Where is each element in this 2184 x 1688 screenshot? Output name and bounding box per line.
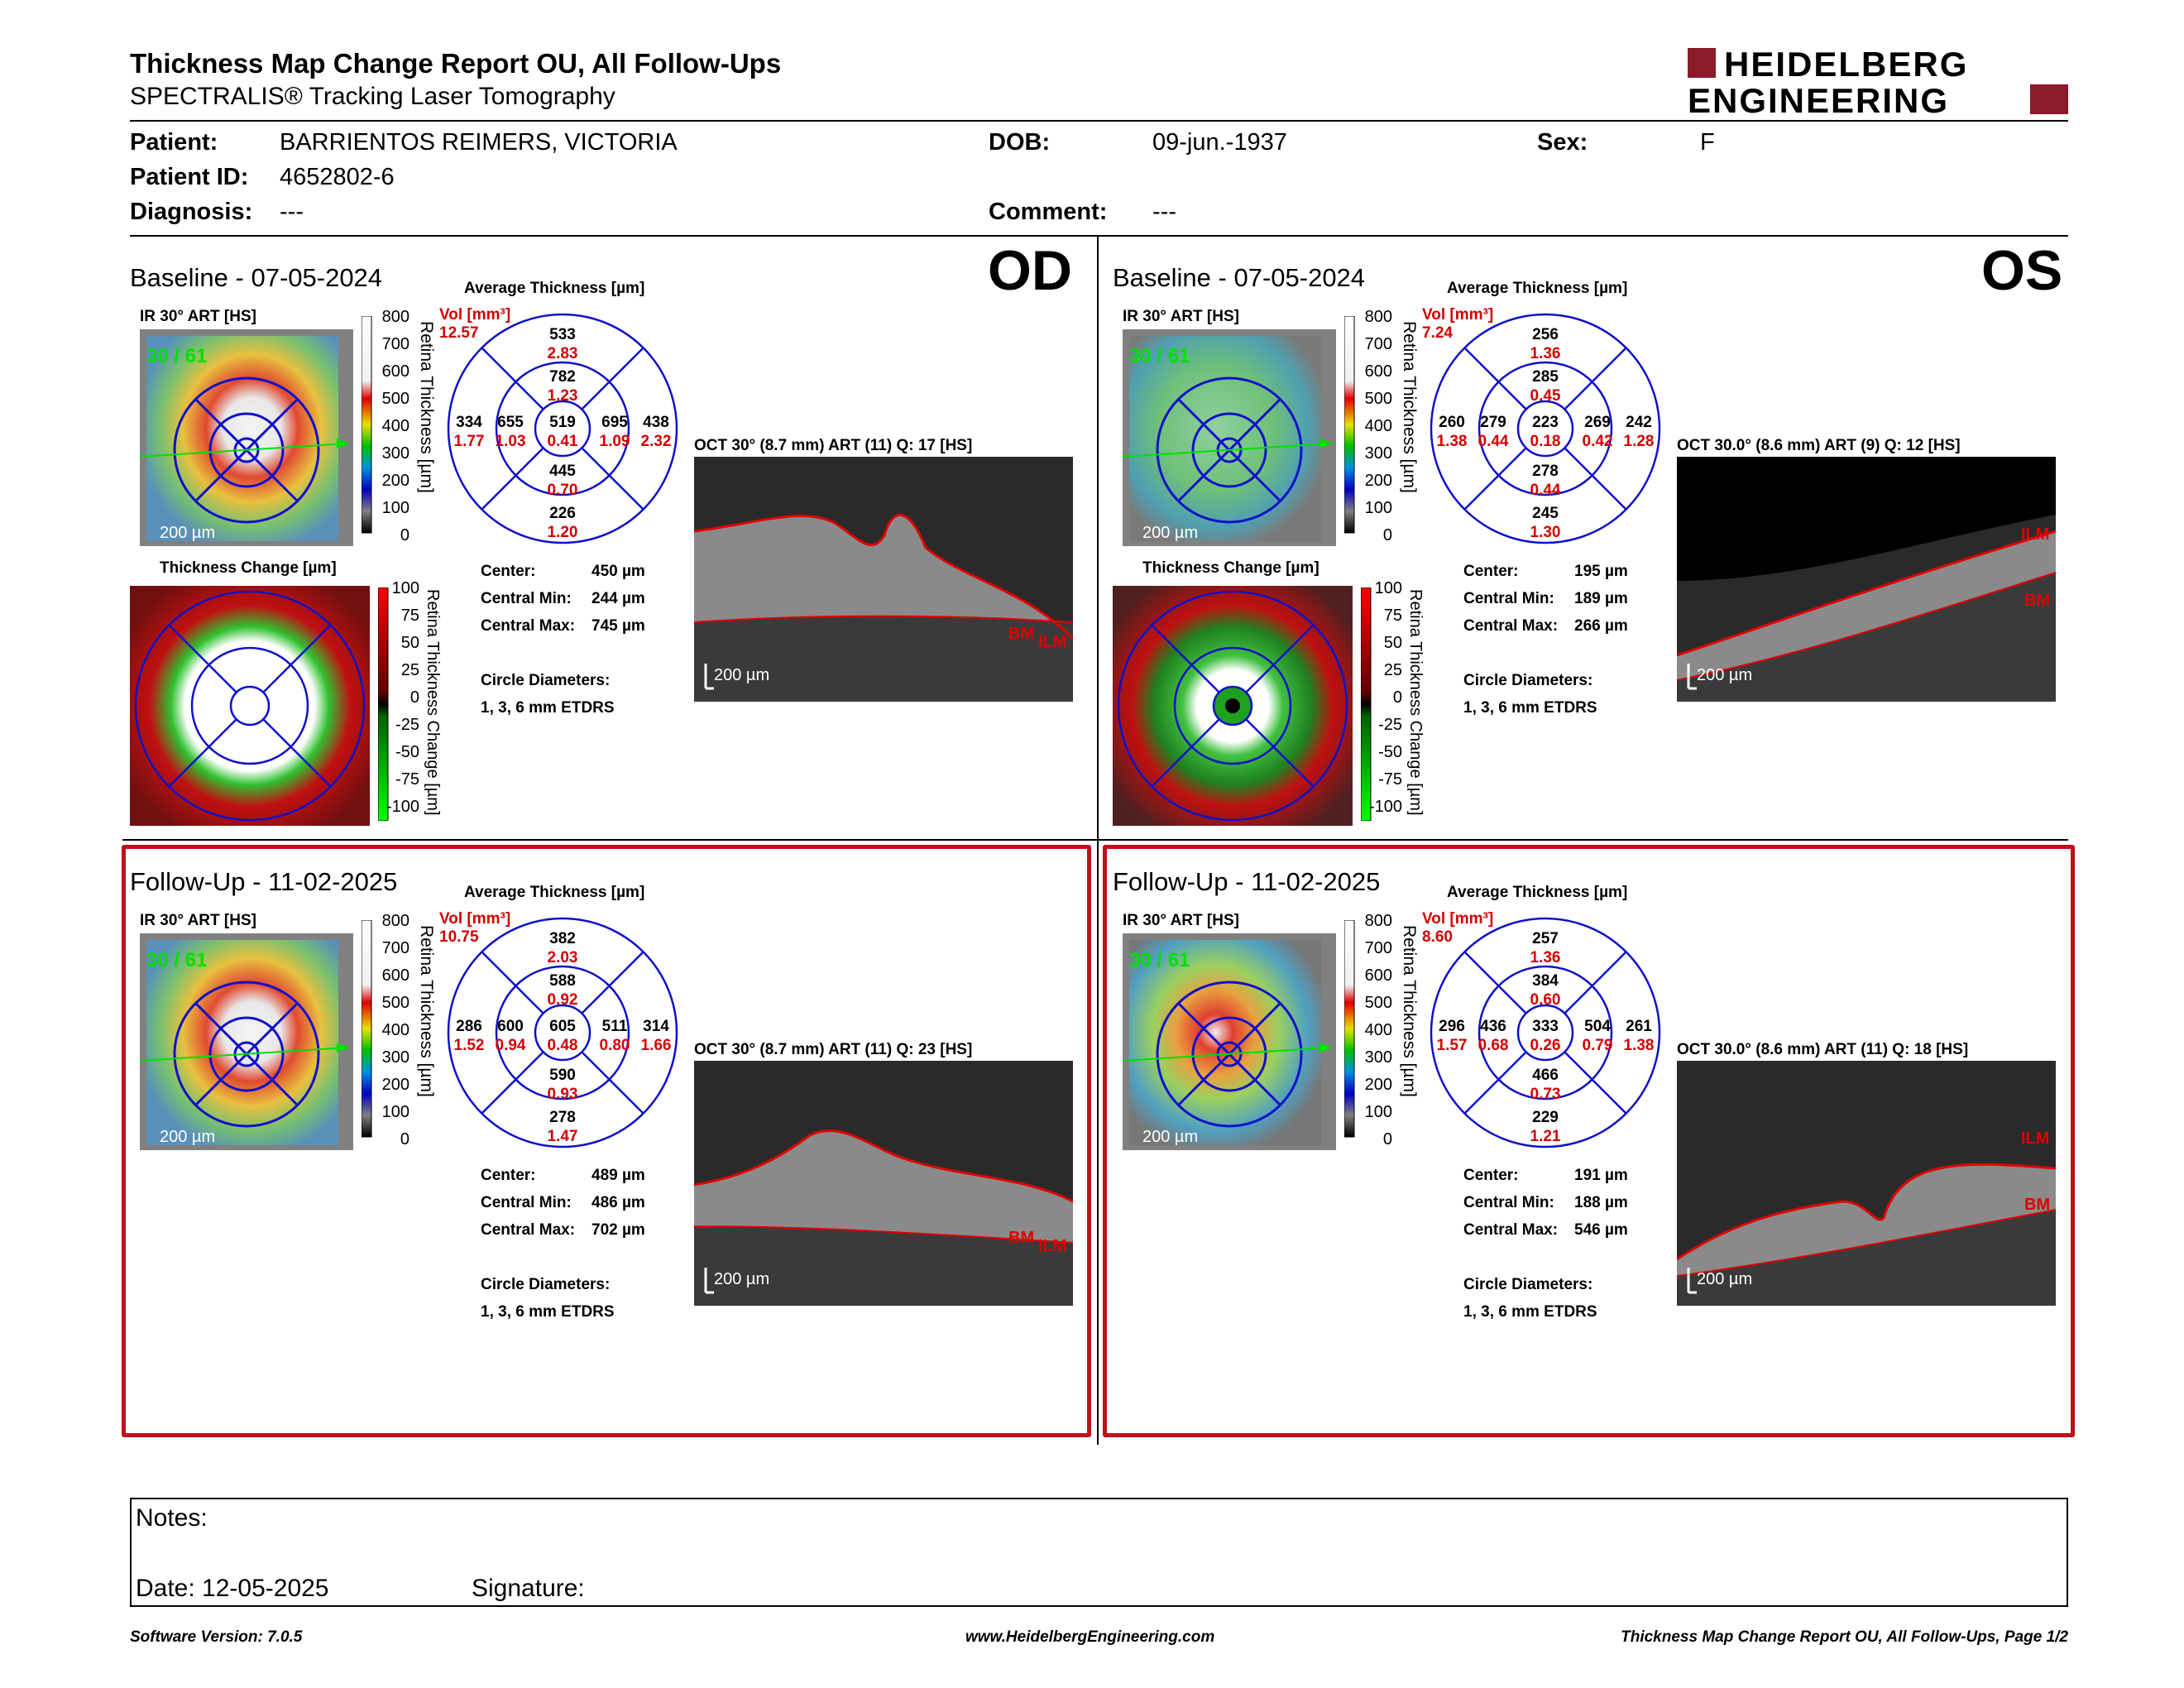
panel-title: Follow-Up - 11-02-2025: [130, 867, 398, 896]
fundus-thickness-map[interactable]: [1123, 933, 1336, 1150]
stat-value-central-min: 189 µm: [1574, 590, 1628, 607]
etdrs-volume-outer-inf: 1.20: [547, 524, 578, 541]
etdrs-volume-outer-nasal: 1.66: [640, 1037, 672, 1054]
fundus-thickness-map[interactable]: [1123, 329, 1336, 546]
ir-label: IR 30° ART [HS]: [140, 912, 256, 929]
colorbar-tick: 100: [1364, 499, 1392, 517]
section-rule: [122, 839, 2068, 841]
etdrs-grid: [1425, 309, 1665, 549]
etdrs-volume-outer-sup: 2.83: [547, 345, 578, 362]
fundus-scale-label: 200 µm: [160, 1128, 216, 1146]
oct-bscan[interactable]: [694, 457, 1073, 702]
etdrs-thickness-inner-nasal: 511: [601, 1018, 628, 1035]
vol-total: 10.75: [439, 928, 479, 946]
etdrs-thickness-outer-sup: 382: [549, 930, 576, 947]
change-colorbar-tick: -100: [386, 798, 419, 816]
etdrs-thickness-outer-sup: 257: [1532, 930, 1559, 947]
etdrs-thickness-outer-temp: 286: [456, 1018, 482, 1035]
colorbar-tick: 800: [1364, 912, 1392, 930]
etdrs-volume-inner-sup: 1.23: [547, 387, 578, 405]
stat-value-central-max: 266 µm: [1574, 617, 1628, 635]
circle-diameters-label: Circle Diameters:: [481, 672, 611, 689]
dob-label: DOB:: [989, 129, 1051, 156]
change-colorbar-title: Retina Thickness Change [µm]: [1406, 589, 1425, 816]
change-colorbar-tick: -100: [1368, 798, 1402, 816]
art-count: 30 / 61: [1129, 949, 1190, 971]
vol-label: Vol [mm³]: [1422, 910, 1494, 928]
etdrs-thickness-center: 223: [1532, 414, 1559, 431]
oct-label: OCT 30° (8.7 mm) ART (11) Q: 23 [HS]: [694, 1041, 973, 1058]
bm-label: BM: [2024, 592, 2051, 610]
report-title: Thickness Map Change Report OU, All Follow-Ups: [130, 48, 782, 79]
stat-value-center: 450 µm: [592, 563, 645, 580]
stat-value-center: 195 µm: [1574, 563, 1628, 580]
colorbar-tick: 600: [381, 966, 410, 985]
oct-scale-label: 200 µm: [714, 1270, 770, 1288]
fundus-scale-label: 200 µm: [1142, 1128, 1199, 1146]
oct-bscan[interactable]: [694, 1061, 1073, 1306]
change-colorbar-tick: 75: [1383, 607, 1402, 625]
change-colorbar-tick: 75: [400, 607, 419, 625]
logo-text-1: HEIDELBERG: [1724, 46, 1969, 84]
fundus-thickness-map[interactable]: [140, 933, 353, 1150]
etdrs-thickness-center: 333: [1532, 1018, 1559, 1035]
avg-thickness-label: Average Thickness [µm]: [1447, 884, 1628, 901]
footer-software: Software Version: 7.0.5: [130, 1628, 303, 1646]
change-colorbar-tick: 0: [1392, 688, 1402, 707]
etdrs-thickness-inner-inf: 466: [1532, 1067, 1559, 1084]
colorbar-title: Retina Thickness [µm]: [1400, 321, 1419, 493]
stat-value-central-min: 486 µm: [592, 1194, 645, 1211]
etdrs-thickness-inner-inf: 590: [549, 1067, 576, 1084]
stat-label-central-min: Central Min:: [1463, 1194, 1554, 1211]
notes-date: Date: 12-05-2025: [136, 1575, 329, 1602]
colorbar-tick: 600: [1364, 966, 1392, 985]
fundus-scale-label: 200 µm: [1142, 524, 1199, 542]
colorbar-tick: 400: [1364, 1021, 1392, 1039]
colorbar-tick: 500: [381, 994, 410, 1012]
colorbar-tick: 500: [1364, 994, 1392, 1012]
logo-text-2: ENGINEERING: [1688, 81, 1950, 116]
art-count: 30 / 61: [146, 949, 208, 971]
stat-value-central-max: 702 µm: [592, 1221, 645, 1239]
circle-diameters-value: 1, 3, 6 mm ETDRS: [1463, 699, 1597, 717]
etdrs-volume-outer-temp: 1.57: [1436, 1037, 1468, 1054]
etdrs-volume-center: 0.41: [547, 433, 578, 450]
oct-bscan[interactable]: [1677, 457, 2056, 702]
etdrs-thickness-inner-nasal: 269: [1584, 414, 1611, 431]
art-count: 30 / 61: [1129, 345, 1190, 367]
change-colorbar-tick: 50: [1383, 634, 1402, 652]
colorbar-title: Retina Thickness [µm]: [417, 321, 436, 493]
circle-diameters-value: 1, 3, 6 mm ETDRS: [481, 1303, 615, 1321]
etdrs-volume-inner-nasal: 0.42: [1582, 433, 1613, 450]
colorbar-tick: 400: [381, 1021, 410, 1039]
colorbar-tick: 800: [381, 308, 410, 326]
colorbar-tick: 400: [1364, 417, 1392, 435]
etdrs-thickness-inner-sup: 384: [1532, 972, 1559, 990]
etdrs-thickness-inner-sup: 782: [549, 368, 576, 386]
etdrs-thickness-outer-nasal: 242: [1626, 414, 1652, 431]
etdrs-volume-inner-inf: 0.44: [1530, 482, 1561, 499]
vol-total: 8.60: [1422, 928, 1453, 946]
panel-title: Follow-Up - 11-02-2025: [1113, 867, 1381, 896]
etdrs-thickness-outer-temp: 260: [1439, 414, 1465, 431]
stat-value-center: 489 µm: [592, 1167, 645, 1184]
stat-value-central-max: 546 µm: [1574, 1221, 1628, 1239]
change-colorbar-tick: 50: [400, 634, 419, 652]
sex-value: F: [1700, 129, 1715, 156]
colorbar-tick: 800: [381, 912, 410, 930]
avg-thickness-label: Average Thickness [µm]: [464, 280, 645, 297]
stat-label-central-max: Central Max:: [1463, 617, 1559, 635]
thickness-map-image: [1123, 329, 1336, 546]
change-colorbar-tick: -25: [395, 716, 419, 734]
etdrs-thickness-outer-inf: 278: [549, 1109, 576, 1126]
colorbar-tick: 100: [381, 1103, 410, 1121]
etdrs-thickness-center: 519: [549, 414, 576, 431]
etdrs-volume-inner-nasal: 0.79: [1582, 1037, 1613, 1054]
etdrs-volume-outer-sup: 2.03: [547, 949, 578, 966]
etdrs-grid: [443, 309, 682, 549]
etdrs-volume-outer-inf: 1.47: [547, 1128, 578, 1145]
etdrs-volume-center: 0.48: [547, 1037, 578, 1054]
colorbar-tick: 200: [381, 472, 410, 490]
colorbar-tick: 0: [1382, 1130, 1392, 1149]
thickness-change-map[interactable]: [130, 586, 370, 826]
etdrs-thickness-inner-temp: 655: [497, 414, 524, 431]
colorbar-tick: 400: [381, 417, 410, 435]
etdrs-volume-inner-nasal: 1.09: [599, 433, 630, 450]
etdrs-thickness-center: 605: [549, 1018, 576, 1035]
vol-label: Vol [mm³]: [439, 910, 511, 928]
info-rule: [130, 235, 2068, 237]
etdrs-volume-inner-sup: 0.45: [1530, 387, 1561, 405]
etdrs-volume-inner-temp: 1.03: [495, 433, 526, 450]
etdrs-thickness-inner-nasal: 695: [601, 414, 628, 431]
ilm-label: ILM: [2021, 1129, 2050, 1148]
change-colorbar-tick: 0: [410, 688, 419, 707]
colorbar-title: Retina Thickness [µm]: [417, 925, 436, 1097]
etdrs-thickness-outer-nasal: 261: [1626, 1018, 1652, 1035]
ir-label: IR 30° ART [HS]: [1123, 308, 1239, 325]
heidelberg-logo: [1688, 46, 2068, 116]
thickness-change-map[interactable]: [1113, 586, 1353, 826]
change-colorbar-tick: 25: [400, 661, 419, 679]
thickness-change-label: Thickness Change [µm]: [1142, 559, 1320, 577]
patient-label: Patient:: [130, 129, 218, 156]
oct-bscan-image: [694, 1061, 1073, 1306]
etdrs-volume-inner-temp: 0.44: [1478, 433, 1509, 450]
stat-label-central-min: Central Min:: [481, 590, 572, 607]
etdrs-volume-inner-sup: 0.60: [1530, 991, 1561, 1009]
etdrs-thickness-outer-inf: 229: [1532, 1109, 1559, 1126]
etdrs-thickness-outer-nasal: 314: [643, 1018, 669, 1035]
colorbar-tick: 700: [381, 939, 410, 957]
etdrs-volume-outer-inf: 1.30: [1530, 524, 1561, 541]
stat-label-central-min: Central Min:: [1463, 590, 1554, 607]
ilm-label: ILM: [1038, 633, 1067, 651]
diagnosis-value: ---: [280, 199, 304, 225]
notes-signature: Signature:: [472, 1575, 585, 1602]
vol-label: Vol [mm³]: [1422, 306, 1494, 324]
colorbar-tick: 100: [1364, 1103, 1392, 1121]
etdrs-thickness-outer-temp: 296: [1439, 1018, 1465, 1035]
etdrs-volume-inner-nasal: 0.80: [599, 1037, 630, 1054]
change-colorbar-tick: -75: [395, 770, 419, 789]
stat-value-central-max: 745 µm: [592, 617, 645, 635]
etdrs-volume-outer-sup: 1.36: [1530, 949, 1561, 966]
stat-label-central-max: Central Max:: [481, 1221, 576, 1239]
footer-website[interactable]: www.HeidelbergEngineering.com: [965, 1628, 1215, 1646]
comment-label: Comment:: [989, 199, 1108, 225]
colorbar-tick: 100: [381, 499, 410, 517]
bm-label: BM: [1008, 1229, 1035, 1247]
etdrs-volume-inner-sup: 0.92: [547, 991, 578, 1009]
etdrs-thickness-inner-temp: 436: [1480, 1018, 1506, 1035]
avg-thickness-label: Average Thickness [µm]: [464, 884, 645, 901]
stat-label-center: Center:: [481, 563, 536, 580]
change-colorbar-tick: -50: [1378, 743, 1402, 761]
change-colorbar-tick: 100: [1374, 579, 1402, 597]
oct-scale-label: 200 µm: [1697, 1270, 1753, 1288]
fundus-scale-label: 200 µm: [160, 524, 216, 542]
change-colorbar-tick: 100: [391, 579, 419, 597]
colorbar-tick: 500: [1364, 390, 1392, 408]
colorbar-tick: 200: [1364, 1076, 1392, 1094]
thickness-change-label: Thickness Change [µm]: [160, 559, 337, 577]
oct-label: OCT 30° (8.7 mm) ART (11) Q: 17 [HS]: [694, 437, 973, 454]
oct-label: OCT 30.0° (8.6 mm) ART (11) Q: 18 [HS]: [1677, 1041, 1969, 1058]
colorbar-tick: 800: [1364, 308, 1392, 326]
etdrs-volume-inner-inf: 0.73: [1530, 1086, 1561, 1103]
oct-bscan[interactable]: [1677, 1061, 2056, 1306]
etdrs-thickness-inner-inf: 445: [549, 463, 576, 480]
report-subtitle: SPECTRALIS® Tracking Laser Tomography: [130, 83, 615, 110]
thickness-change-image: [1113, 586, 1353, 826]
patient-id-value: 4652802-6: [280, 164, 395, 190]
etdrs-volume-outer-nasal: 1.38: [1623, 1037, 1655, 1054]
etdrs-thickness-outer-nasal: 438: [643, 414, 669, 431]
stat-label-center: Center:: [1463, 563, 1519, 580]
circle-diameters-value: 1, 3, 6 mm ETDRS: [481, 699, 615, 717]
etdrs-grid: [1425, 913, 1665, 1153]
etdrs-thickness-inner-nasal: 504: [1584, 1018, 1611, 1035]
oct-scale-label: 200 µm: [1697, 666, 1753, 684]
etdrs-thickness-outer-temp: 334: [456, 414, 482, 431]
vol-total: 7.24: [1422, 324, 1453, 342]
ir-label: IR 30° ART [HS]: [140, 308, 256, 325]
etdrs-volume-outer-temp: 1.38: [1436, 433, 1468, 450]
circle-diameters-value: 1, 3, 6 mm ETDRS: [1463, 1303, 1597, 1321]
center-divider: [1097, 237, 1099, 1445]
stat-value-center: 191 µm: [1574, 1167, 1628, 1184]
colorbar-tick: 600: [1364, 362, 1392, 381]
etdrs-thickness-inner-sup: 285: [1532, 368, 1559, 386]
oct-bscan-image: [1677, 457, 2056, 702]
colorbar-title: Retina Thickness [µm]: [1400, 925, 1419, 1097]
header-rule: [130, 120, 2068, 122]
change-colorbar-tick: -50: [395, 743, 419, 761]
colorbar-tick: 700: [381, 335, 410, 353]
etdrs-volume-outer-nasal: 2.32: [640, 433, 672, 450]
change-colorbar-tick: 25: [1383, 661, 1402, 679]
etdrs-thickness-inner-temp: 600: [497, 1018, 524, 1035]
etdrs-volume-inner-temp: 0.68: [1478, 1037, 1509, 1054]
etdrs-thickness-inner-sup: 588: [549, 972, 576, 990]
colorbar-tick: 200: [1364, 472, 1392, 490]
change-colorbar-title: Retina Thickness Change [µm]: [424, 589, 442, 816]
colorbar-tick: 500: [381, 390, 410, 408]
bm-label: BM: [2024, 1196, 2051, 1214]
colorbar-tick: 700: [1364, 939, 1392, 957]
stat-label-center: Center:: [1463, 1167, 1519, 1184]
etdrs-volume-center: 0.26: [1530, 1037, 1561, 1054]
fundus-thickness-map[interactable]: [140, 329, 353, 546]
colorbar-tick: 300: [381, 1048, 410, 1067]
thickness-map-image: [140, 933, 353, 1150]
etdrs-volume-inner-temp: 0.94: [495, 1037, 526, 1054]
od-label: OD: [988, 239, 1072, 302]
footer-page: Thickness Map Change Report OU, All Follow-Ups, Page 1/2: [1621, 1628, 2068, 1646]
etdrs-thickness-outer-inf: 226: [549, 505, 576, 522]
etdrs-thickness-outer-sup: 533: [549, 326, 576, 343]
os-label: OS: [1981, 239, 2063, 302]
change-colorbar-tick: -75: [1378, 770, 1402, 789]
etdrs-volume-outer-sup: 1.36: [1530, 345, 1561, 362]
sex-label: Sex:: [1537, 129, 1588, 156]
patient-id-label: Patient ID:: [130, 164, 249, 190]
avg-thickness-label: Average Thickness [µm]: [1447, 280, 1628, 297]
colorbar-tick: 300: [1364, 1048, 1392, 1067]
comment-value: ---: [1152, 199, 1176, 225]
thickness-map-image: [1123, 933, 1336, 1150]
oct-bscan-image: [1677, 1061, 2056, 1306]
circle-diameters-label: Circle Diameters:: [1463, 672, 1593, 689]
stat-label-center: Center:: [481, 1167, 536, 1184]
etdrs-volume-outer-temp: 1.77: [453, 433, 485, 450]
vol-label: Vol [mm³]: [439, 306, 511, 324]
colorbar-tick: 600: [381, 362, 410, 381]
stat-label-central-min: Central Min:: [481, 1194, 572, 1211]
etdrs-volume-inner-inf: 0.70: [547, 482, 578, 499]
ilm-label: ILM: [2021, 525, 2050, 544]
oct-scale-label: 200 µm: [714, 666, 770, 684]
ir-label: IR 30° ART [HS]: [1123, 912, 1239, 929]
patient-value: BARRIENTOS REIMERS, VICTORIA: [280, 129, 678, 156]
oct-label: OCT 30.0° (8.6 mm) ART (9) Q: 12 [HS]: [1677, 437, 1961, 454]
notes-box[interactable]: [130, 1498, 2068, 1607]
change-colorbar-tick: -25: [1378, 716, 1402, 734]
diagnosis-label: Diagnosis:: [130, 199, 253, 225]
etdrs-grid: [443, 913, 682, 1153]
stat-label-central-max: Central Max:: [481, 617, 576, 635]
etdrs-thickness-outer-inf: 245: [1532, 505, 1559, 522]
ilm-label: ILM: [1038, 1237, 1067, 1255]
stat-label-central-max: Central Max:: [1463, 1221, 1559, 1239]
thickness-change-image: [130, 586, 370, 826]
dob-value: 09-jun.-1937: [1152, 129, 1287, 156]
colorbar-tick: 700: [1364, 335, 1392, 353]
colorbar-tick: 0: [400, 1130, 410, 1149]
etdrs-thickness-inner-inf: 278: [1532, 463, 1559, 480]
colorbar-tick: 0: [1382, 526, 1392, 544]
circle-diameters-label: Circle Diameters:: [481, 1276, 611, 1293]
bm-label: BM: [1008, 625, 1035, 643]
etdrs-volume-outer-temp: 1.52: [453, 1037, 485, 1054]
etdrs-thickness-inner-temp: 279: [1480, 414, 1506, 431]
notes-label: Notes:: [136, 1504, 208, 1532]
vol-total: 12.57: [439, 324, 479, 342]
etdrs-volume-outer-nasal: 1.28: [1623, 433, 1655, 450]
panel-title: Baseline - 07-05-2024: [1113, 263, 1366, 292]
colorbar-tick: 0: [400, 526, 410, 544]
etdrs-volume-center: 0.18: [1530, 433, 1561, 450]
colorbar-tick: 300: [381, 444, 410, 463]
thickness-map-image: [140, 329, 353, 546]
colorbar-tick: 200: [381, 1076, 410, 1094]
circle-diameters-label: Circle Diameters:: [1463, 1276, 1593, 1293]
etdrs-volume-inner-inf: 0.93: [547, 1086, 578, 1103]
stat-value-central-min: 188 µm: [1574, 1194, 1628, 1211]
panel-title: Baseline - 07-05-2024: [130, 263, 383, 292]
oct-bscan-image: [694, 457, 1073, 702]
stat-value-central-min: 244 µm: [592, 590, 645, 607]
etdrs-thickness-outer-sup: 256: [1532, 326, 1559, 343]
etdrs-volume-outer-inf: 1.21: [1530, 1128, 1561, 1145]
art-count: 30 / 61: [146, 345, 208, 367]
colorbar-tick: 300: [1364, 444, 1392, 463]
